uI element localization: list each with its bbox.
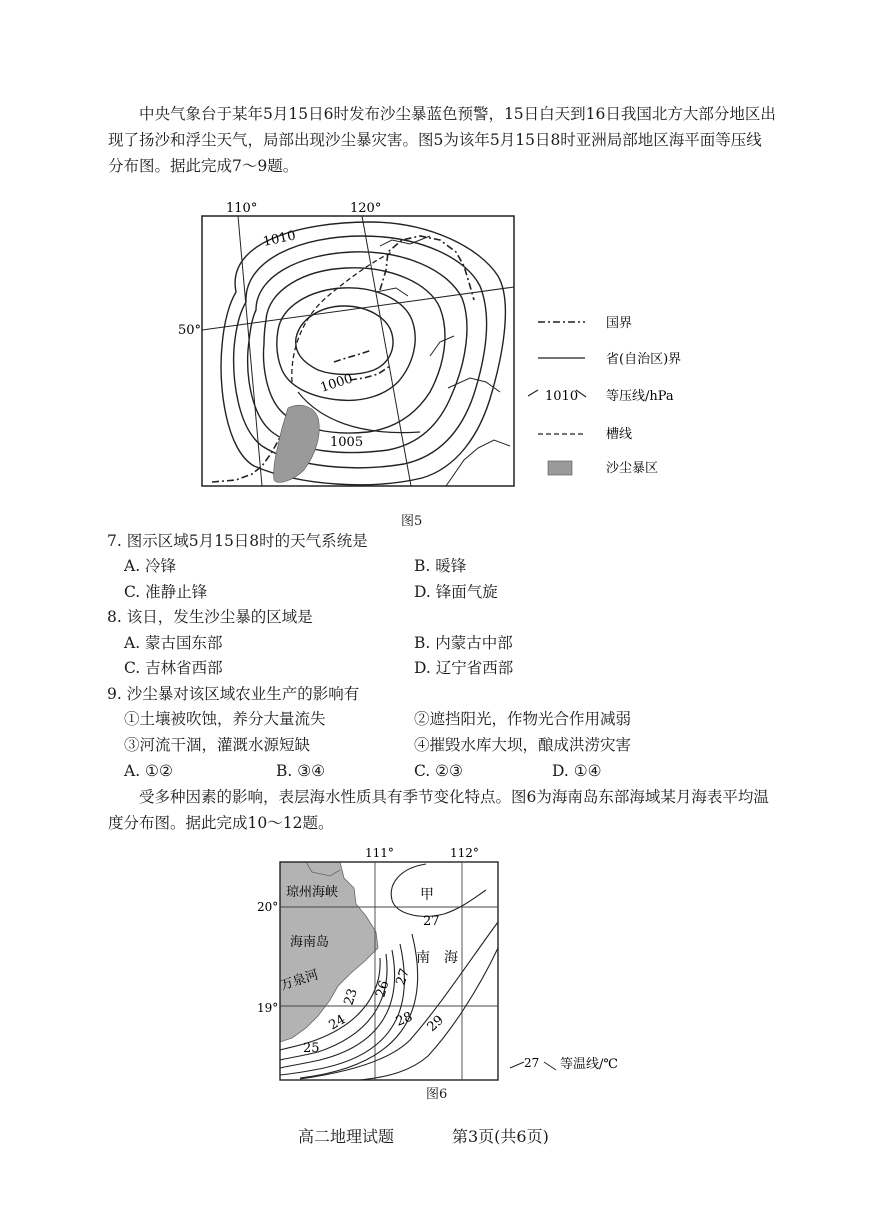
q9-statement-3: ③河流干涸，灌溉水源短缺 (124, 736, 311, 754)
fig6-iso-23-label: 23 (341, 986, 361, 1008)
q9-option-b[interactable]: B. ③④ (276, 762, 326, 780)
footer-page-number: 第3页(共6页) (452, 1127, 549, 1146)
q8-option-c[interactable]: C. 吉林省西部 (124, 659, 223, 677)
q7-option-c[interactable]: C. 准静止锋 (124, 583, 208, 601)
fig6-lon-112: 112° (450, 846, 479, 860)
fig6-hai-label: 海 (444, 950, 458, 966)
legend-isobar: 等压线/hPa (606, 389, 674, 404)
fig5-isobar-1005-label: 1005 (330, 435, 364, 450)
intro-paragraph-2: 受多种因素的影响，表层海水性质具有季节变化特点。图6为海南岛东部海域某月海表平均温度分布图。据此完成10～12题。 (108, 788, 769, 832)
question-7-stem: 7. 图示区域5月15日8时的天气系统是 (107, 532, 368, 550)
fig5-isobar-1010-label: 1010 (261, 228, 298, 250)
legend-isobar-value: 1010 (545, 389, 579, 404)
fig6-jia-label: 甲 (420, 887, 434, 903)
legend-national-border: 国界 (606, 316, 633, 331)
fig6-iso-29-label: 29 (424, 1012, 447, 1035)
fig6-iso-27-label-north: 27 (423, 914, 440, 929)
fig5-lat-50: 50° (178, 323, 202, 338)
fig5-lon-110: 110° (226, 201, 258, 216)
legend-province-border: 省(自治区)界 (606, 352, 682, 367)
q9-statement-1: ①土壤被吹蚀，养分大量流失 (124, 710, 326, 728)
figure-5-caption: 图5 (401, 514, 423, 529)
fig6-nan-label: 南 (416, 950, 430, 966)
fig6-island-label: 海南岛 (290, 935, 330, 950)
legend-trough: 槽线 (606, 427, 633, 442)
fig6-legend-value: 27 (524, 1056, 540, 1070)
q7-option-a[interactable]: A. 冷锋 (124, 557, 177, 575)
fig6-lat-19: 19° (257, 1001, 279, 1015)
fig6-iso-24-label: 24 (326, 1012, 349, 1034)
fig6-iso-27-label-south: 27 (393, 966, 413, 988)
q9-statement-2: ②遮挡阳光，作物光合作用减弱 (414, 710, 632, 728)
question-8-stem: 8. 该日，发生沙尘暴的区域是 (107, 608, 313, 626)
fig5-isobar-1000-label: 1000 (318, 371, 355, 396)
legend-sandstorm: 沙尘暴区 (606, 461, 659, 476)
q7-option-b[interactable]: B. 暖锋 (414, 557, 467, 575)
intro-paragraph-1: 中央气象台于某年5月15日6时发布沙尘暴蓝色预警，15日白天到16日我国北方大部分地区出现了扬沙和浮尘天气，局部出现沙尘暴灾害。图5为该年5月15日8时亚洲局部地区海平面等压线分布图。据此完成7～9题。 (108, 105, 776, 175)
q7-option-d[interactable]: D. 锋面气旋 (414, 583, 498, 601)
q8-option-b[interactable]: B. 内蒙古中部 (414, 634, 513, 652)
q9-option-a[interactable]: A. ①② (124, 762, 173, 780)
q9-option-c[interactable]: C. ②③ (414, 762, 463, 780)
q9-statement-4: ④摧毁水库大坝，酿成洪涝灾害 (414, 736, 632, 754)
fig5-lon-120: 120° (350, 201, 382, 216)
fig6-iso-26-label: 26 (373, 979, 393, 1000)
q9-option-d[interactable]: D. ①④ (552, 762, 602, 780)
q8-option-a[interactable]: A. 蒙古国东部 (124, 634, 223, 652)
figure-6-caption: 图6 (426, 1087, 448, 1102)
fig6-iso-25-label: 25 (303, 1041, 320, 1056)
fig6-river-label: 万泉河 (278, 967, 321, 994)
fig6-lon-111: 111° (365, 846, 394, 860)
question-9-stem: 9. 沙尘暴对该区域农业生产的影响有 (107, 685, 360, 703)
fig6-lat-20: 20° (257, 900, 279, 914)
fig6-legend-label: 等温线/℃ (560, 1057, 618, 1072)
fig6-iso-28-label: 28 (393, 1009, 415, 1030)
q8-option-d[interactable]: D. 辽宁省西部 (414, 659, 514, 677)
footer-subject: 高二地理试题 (298, 1127, 395, 1146)
fig6-strait-label: 琼州海峡 (286, 885, 339, 900)
